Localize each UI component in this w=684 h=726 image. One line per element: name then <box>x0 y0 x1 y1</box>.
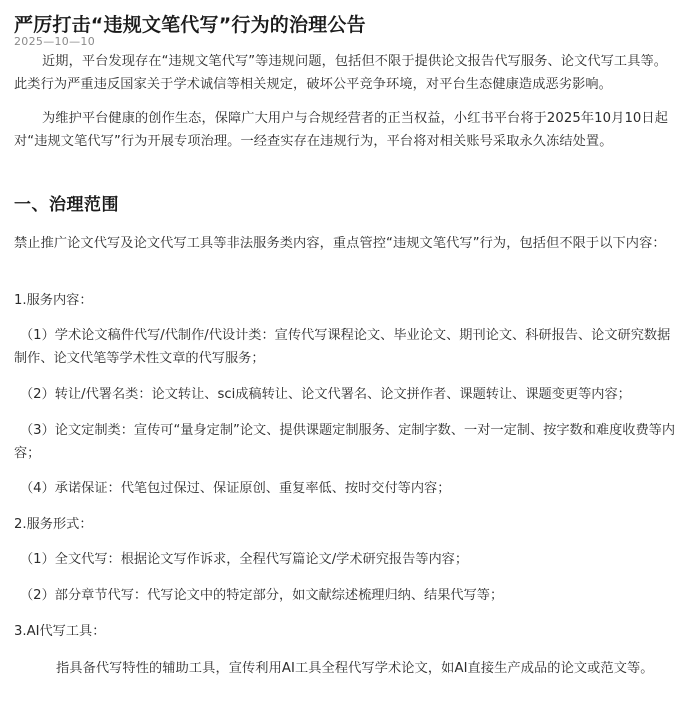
intro-paragraph-2: 为维护平台健康的创作生态，保障广大用户与合规经营者的正当权益，小红书平台将于2025年10月10日起对“违规文笔代写”行为开展专项治理。一经查实存在违规行为，平台将对相关账号采取永久冻结处置。 <box>14 111 668 149</box>
ai-tools-heading: 3.AI代写工具： <box>14 624 106 639</box>
section-heading-scope: 一、治理范围 <box>14 195 119 215</box>
ai-tools-paragraph: 指具备代写特性的辅助工具，宣传利用AI工具全程代写学术论文，如AI直接生产成品的论文或范文等。 <box>56 661 654 676</box>
service-content-item <box>14 324 678 370</box>
scope-intro-paragraph: 禁止推广论文代写及论文代写工具等非法服务类内容，重点管控“违规文笔代写”行为，包括但不限于以下内容： <box>14 236 666 251</box>
publish-date: 2025—10—10 <box>14 35 95 48</box>
service-content-item <box>14 419 678 465</box>
service-content-item <box>14 383 678 406</box>
service-form-item-text: （2）部分章节代写：代写论文中的特定部分，如文献综述梳理归纳、结果代写等； <box>20 588 504 603</box>
service-content-item-text: （1）学术论文稿件代写/代制作/代设计类：宣传代写课程论文、毕业论文、期刊论文、科研报告、论文研究数据制作、论文代笔等学术性文章的代写服务； <box>14 328 671 366</box>
service-form-item <box>14 584 678 607</box>
service-content-item-text: （3）论文定制类：宣传可“量身定制”论文、提供课题定制服务、定制字数、一对一定制、按字数和难度收费等内容； <box>14 423 676 461</box>
page-title: 严厉打击“违规文笔代写”行为的治理公告 <box>14 14 366 36</box>
service-content-item-text: （4）承诺保证：代笔包过保过、保证原创、重复率低、按时交付等内容； <box>20 481 451 496</box>
service-content-heading: 1.服务内容： <box>14 293 93 308</box>
service-form-heading: 2.服务形式： <box>14 517 93 532</box>
service-content-item <box>14 477 678 500</box>
service-content-item-text: （2）转让/代署名类：论文转让、sci成稿转让、论文代署名、论文拼作者、课题转让、课题变更等内容； <box>20 387 631 402</box>
intro-paragraph-1: 近期，平台发现存在“违规文笔代写”等违规问题，包括但不限于提供论文报告代写服务、论文代写工具等。此类行为严重违反国家关于学术诚信等相关规定，破坏公平竞争环境，对平台生态健康造成恶劣影响。 <box>14 54 668 92</box>
service-form-item <box>14 548 678 571</box>
service-form-item-text: （1）全文代写：根据论文写作诉求，全程代写篇论文/学术研究报告等内容； <box>20 552 469 567</box>
